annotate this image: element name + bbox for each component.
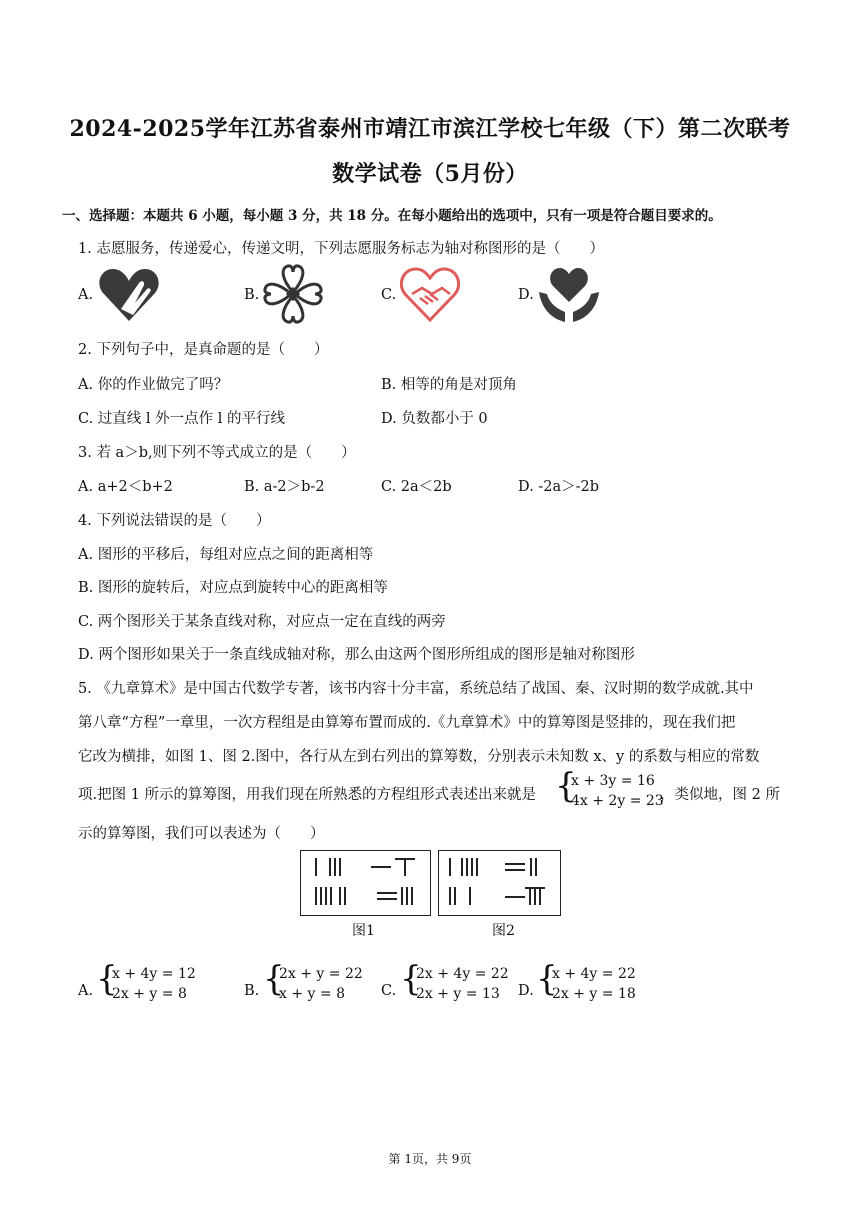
q5-line1: 5. 《九章算术》是中国古代数学专著，该书内容十分丰富，系统总结了战国、秦、汉时期的数学成就.其中 [78, 681, 754, 697]
brace: { [536, 959, 558, 999]
q5-option-d-label: D. [518, 983, 534, 999]
equation: x + 4y = 22 [552, 966, 636, 982]
q3-option-d: D. -2a＞-2b [518, 479, 600, 495]
heart-hand-logo-icon [95, 263, 163, 327]
q5-line3: 它改为横排，如图 1、图 2.图中，各行从左到右列出的算筹数，分别表示未知数 x、y 的系数与相应的常数 [78, 749, 760, 765]
exam-title-line2: 数学试卷（5月份） [332, 161, 528, 187]
section-heading: 一、选择题：本题共 6 小题，每小题 3 分，共 18 分。在每小题给出的选项中，只有一项是符合题目要求的。 [62, 208, 722, 224]
q3-option-b: B. a-2＞b-2 [244, 479, 325, 495]
q5-option-b-system [263, 959, 383, 1008]
q5-option-c-label: C. [381, 983, 397, 999]
q1-option-d-label: D. [518, 287, 534, 303]
equation: x + 3y = 16 [571, 773, 655, 789]
equation: 2x + y = 8 [112, 986, 187, 1002]
equation: 2x + 4y = 22 [416, 966, 509, 982]
equation: 2x + y = 22 [279, 966, 363, 982]
q4-option-b: B. 图形的旋转后，对应点到旋转中心的距离相等 [78, 580, 388, 596]
brace: { [96, 959, 118, 999]
hands-holding-heart-icon [535, 262, 603, 326]
q5-line4-start: 项.把图 1 所示的算筹图，用我们现在所熟悉的方程组形式表述出来就是 [78, 787, 537, 803]
equation: x + y = 8 [279, 986, 345, 1002]
page-footer: 第 1页，共 9页 [388, 1152, 472, 1166]
clover-logo-icon [262, 262, 324, 326]
q1-stem: 1. 志愿服务，传递爱心，传递文明，下列志愿服务标志为轴对称图形的是（ ） [78, 241, 604, 257]
q5-option-a-system [96, 959, 216, 1008]
q5-option-a-label: A. [78, 983, 94, 999]
q1-option-a-label: A. [78, 287, 94, 303]
q5-example-system [555, 766, 665, 813]
q4-option-d: D. 两个图形如果关于一条直线成轴对称，那么由这两个图形所组成的图形是轴对称图形 [78, 647, 635, 663]
counting-rod-figure-1 [300, 850, 431, 916]
figure-1-caption: 图1 [352, 923, 375, 939]
figure-2-caption: 图2 [492, 923, 515, 939]
q2-option-a: A. 你的作业做完了吗？ [78, 377, 229, 393]
q2-option-c: C. 过直线 l 外一点作 l 的平行线 [78, 411, 286, 427]
q5-option-c-system [400, 959, 520, 1008]
q5-line4-end: ，类似地，图 2 所 [660, 787, 780, 803]
brace: { [555, 766, 577, 806]
q5-option-b-label: B. [244, 983, 260, 999]
q5-line5: 示的算筹图，我们可以表述为（ ） [78, 826, 325, 842]
counting-rod-figure-2 [438, 850, 561, 916]
q2-option-b: B. 相等的角是对顶角 [381, 377, 517, 393]
equation: x + 4y = 12 [112, 966, 196, 982]
exam-title-line1: 2024-2025学年江苏省泰州市靖江市滨江学校七年级（下）第二次联考 [69, 116, 791, 142]
q1-option-c-label: C. [381, 287, 397, 303]
handshake-heart-logo-icon [398, 264, 462, 324]
q4-stem: 4. 下列说法错误的是（ ） [78, 513, 271, 529]
brace: { [400, 959, 422, 999]
q2-option-d: D. 负数都小于 0 [381, 411, 488, 427]
q1-option-b-label: B. [244, 287, 260, 303]
q4-option-c: C. 两个图形关于某条直线对称，对应点一定在直线的两旁 [78, 614, 446, 630]
equation: 4x + 2y = 23 [571, 793, 664, 809]
q2-stem: 2. 下列句子中，是真命题的是（ ） [78, 342, 329, 358]
q4-option-a: A. 图形的平移后，每组对应点之间的距离相等 [78, 547, 374, 563]
q5-option-d-system [536, 959, 656, 1008]
q3-option-a: A. a+2＜b+2 [78, 479, 173, 495]
equation: 2x + y = 18 [552, 986, 636, 1002]
q3-option-c: C. 2a＜2b [381, 479, 452, 495]
brace: { [263, 959, 285, 999]
equation: 2x + y = 13 [416, 986, 500, 1002]
q3-stem: 3. 若 a＞b,则下列不等式成立的是（ ） [78, 445, 356, 461]
q5-line2: 第八章“方程”一章里，一次方程组是由算筹布置而成的.《九章算术》中的算筹图是竖排的，现在我们把 [78, 715, 736, 731]
